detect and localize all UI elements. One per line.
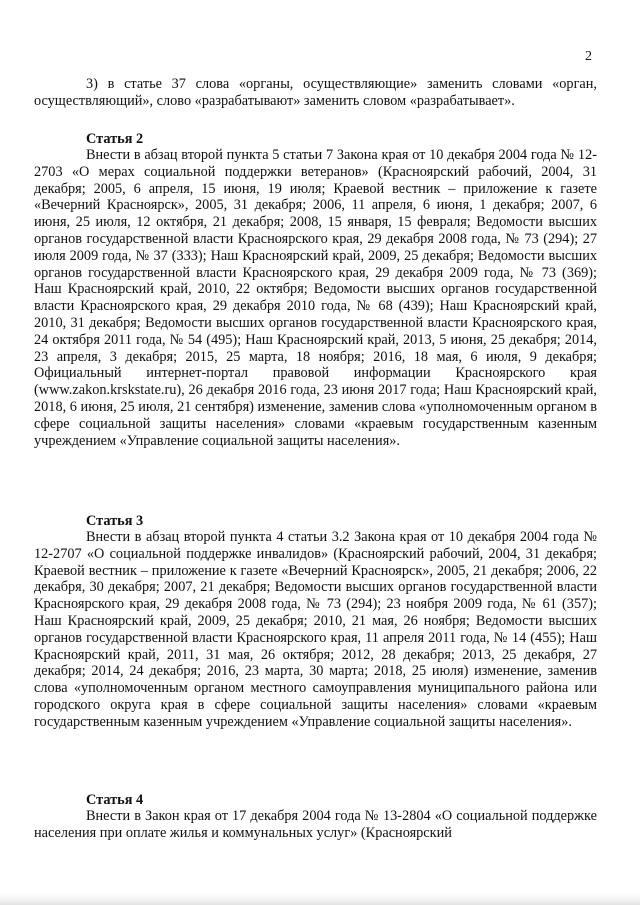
- intro-paragraph: 3) в статье 37 слова «органы, осуществляющие» заменить словами «орган, осуществляющий», слово «разрабатывают» заменить словом «разрабатывает».: [34, 76, 597, 109]
- scan-bottom-edge: [0, 893, 640, 905]
- article-4-text: Внести в Закон края от 17 декабря 2004 года № 13-2804 «О социальной поддержке населения при оплате жилья и коммунальных услуг» (Красноярский: [34, 808, 597, 841]
- article-3-heading: Статья 3: [86, 513, 144, 529]
- article-2-heading: Статья 2: [86, 131, 144, 147]
- article-4-heading: Статья 4: [86, 792, 144, 808]
- page-number: 2: [585, 49, 592, 64]
- article-3-text: Внести в абзац второй пункта 4 статьи 3.2 Закона края от 10 декабря 2004 года № 12-2707 «О социальной поддержке инвалидов» (Красноярский рабочий, 2004, 31 декабря; Краевой вестник – приложение к газете «Вечерний Красноярск», 2005, 21 декабря; 2006, 22 декабря, 30 декабря; 2007, 21 декабря; Ведомости высших органов государственной власти Красноярского края, 29 декабря 2008 года, № 73 (294); 23 ноября 2009 года, № 61 (357); Наш Красноярский край, 2009, 25 декабря; 2010, 21 мая, 26 ноября; Ведомости высших органов государственной власти Красноярского края, 11 апреля 2011 года, № 14 (455); Наш Красноярский край, 2011, 31 мая, 26 октября; 2012, 28 декабря; 2013, 25 декабря, 27 декабря; 2014, 24 декабря; 2016, 23 марта, 30 марта; 2018, 25 июля) изменение, заменив слова «уполномоченным органом местного самоуправления муниципального района или городского округа края в сфере социальной защиты населения» словами «краевым государственным казенным учреждением «Управление социальной защиты населения».: [34, 529, 597, 730]
- article-2-text: Внести в абзац второй пункта 5 статьи 7 Закона края от 10 декабря 2004 года № 12-2703 «О мерах социальной поддержки ветеранов» (Красноярский рабочий, 2004, 31 декабря; 2005, 6 апреля, 15 июня, 19 июля; Краевой вестник – приложение к газете «Вечерний Красноярск», 2005, 31 декабря; 2006, 11 апреля, 6 июня, 1 декабря; 2007, 6 июня, 25 июля, 12 октября, 21 декабря; 2008, 15 января, 15 февраля; Ведомости высших органов государственной власти Красноярского края, 29 декабря 2008 года, № 73 (294); 27 июля 2009 года, № 37 (333); Наш Красноярский край, 2009, 25 декабря; Ведомости высших органов государственной власти Красноярского края, 29 декабря 2009 года, № 73 (369); Наш Красноярский край, 2010, 22 октября; Ведомости высших органов государственной власти Красноярского края, 29 декабря 2010 года, № 68 (439); Наш Красноярский край, 2010, 31 декабря; Ведомости высших органов государственной власти Красноярского края, 24 октября 2011 года, № 54 (495); Наш Красноярский край, 2013, 5 июня, 25 декабря; 2014, 23 апреля, 3 декабря; 2015, 25 марта, 18 ноября; 2016, 18 мая, 6 июля, 9 декабря; Официальный интернет-портал правовой информации Красноярского края (www.zakon.krskstate.ru), 26 декабря 2016 года, 23 июня 2017 года; Наш Красноярский край, 2018, 6 июня, 25 июля, 21 сентября) изменение, заменив слова «уполномоченным органом в сфере социальной защиты населения» словами «краевым государственным казенным учреждением «Управление социальной защиты населения».: [34, 147, 597, 449]
